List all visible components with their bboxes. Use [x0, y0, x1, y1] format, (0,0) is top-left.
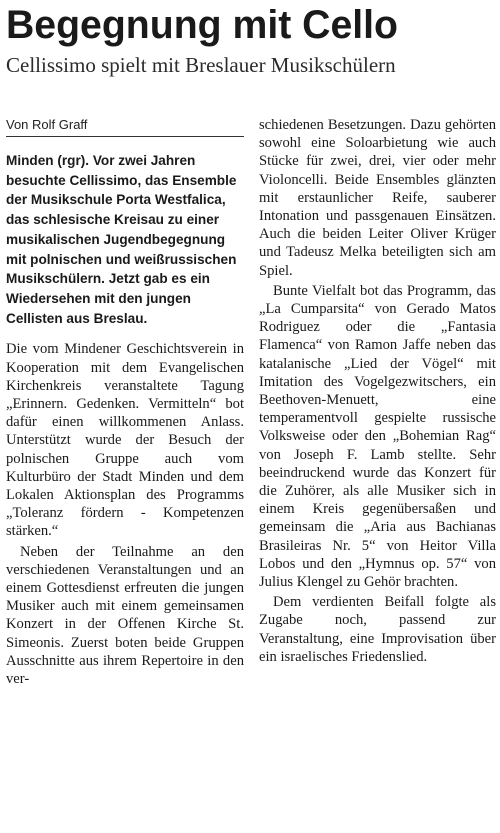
body-paragraph: Neben der Teilnahme an den verschiedenen Veranstaltungen und an einem Gottesdienst erfreuten die jungen Musiker auch mit einem gemeinsamen Konzert in der Offenen Kirche St. Simeonis. Zuerst boten beide Gruppen Ausschnitte aus ihrem Repertoire in den ver-	[6, 543, 244, 687]
headline: Begegnung mit Cello	[6, 3, 398, 47]
byline: Von Rolf Graff	[6, 116, 244, 137]
subheadline: Cellissimo spielt mit Breslauer Musikschülern	[6, 53, 396, 77]
article-columns	[6, 116, 494, 831]
body-paragraph: Dem verdienten Beifall folgte als Zugabe noch, passend zur Veranstaltung, eine Improvisation über ein israelisches Friedenslied.	[259, 594, 496, 665]
body-paragraph: schiedenen Besetzungen. Dazu gehörten sowohl eine Soloarbietung wie auch Stücke für zwei, drei, vier oder mehr Violoncelli. Beide Ensembles glänzten mit erstaunlicher Reife, sauberer Intonation und passgenauen Einsätzen. Auch die beiden Leiter Oliver Krüger und Tadeusz Melka beteiligten sich am Spiel.	[259, 117, 496, 279]
body-paragraph: Bunte Vielfalt bot das Programm, das „La Cumparsita“ von Gerado Matos Rodriguez oder die „Fantasia Flamenca“ von Ramon Jaffe neben das katalanische „Lied der Vögel“ mit Imitation des Vogelgezwitschers, ein Beethoven-Menuett, eine temperamentvoll gespielte russische Volksweise oder den „Bohemian Rag“ von Joseph F. Lamb stellte. Sehr beeindruckend wurde das Konzert für die Zuhörer, als alle Musiker sich in einem Kreis gegenübersaßen und gemeinsam die „Aria aus Bachianas Brasileiras Nr. 5“ von Heitor Villa Lobos und den „Hymnus op. 57“ von Julius Klengel zu Gehör brachten.	[259, 282, 496, 591]
body-paragraph: Die vom Mindener Geschichtsverein in Kooperation mit dem Evangelischen Kirchenkreis veranstaltete Tagung „Erinnern. Gedenken. Vermitteln“ bot dafür einen willkommenen Anlass. Unterstützt wurde der Besuch der polnischen Gruppe auch vom Kulturbüro der Stadt Minden und dem Lokalen Aktionsplan des Programms „Toleranz fördern - Kompetenzen stärken.“	[6, 341, 244, 540]
right-column	[259, 116, 496, 666]
left-column	[6, 116, 244, 688]
lead-paragraph: Minden (rgr). Vor zwei Jahren besuchte Cellissimo, das Ensemble der Musikschule Porta Westfalica, das schlesische Kreisau zu einer musikalischen Jugendbegegnung mit polnischen und weißrussischen Musikschülern. Jetzt gab es ein Wiedersehen mit den jungen Cellisten aus Breslau.	[6, 153, 237, 326]
